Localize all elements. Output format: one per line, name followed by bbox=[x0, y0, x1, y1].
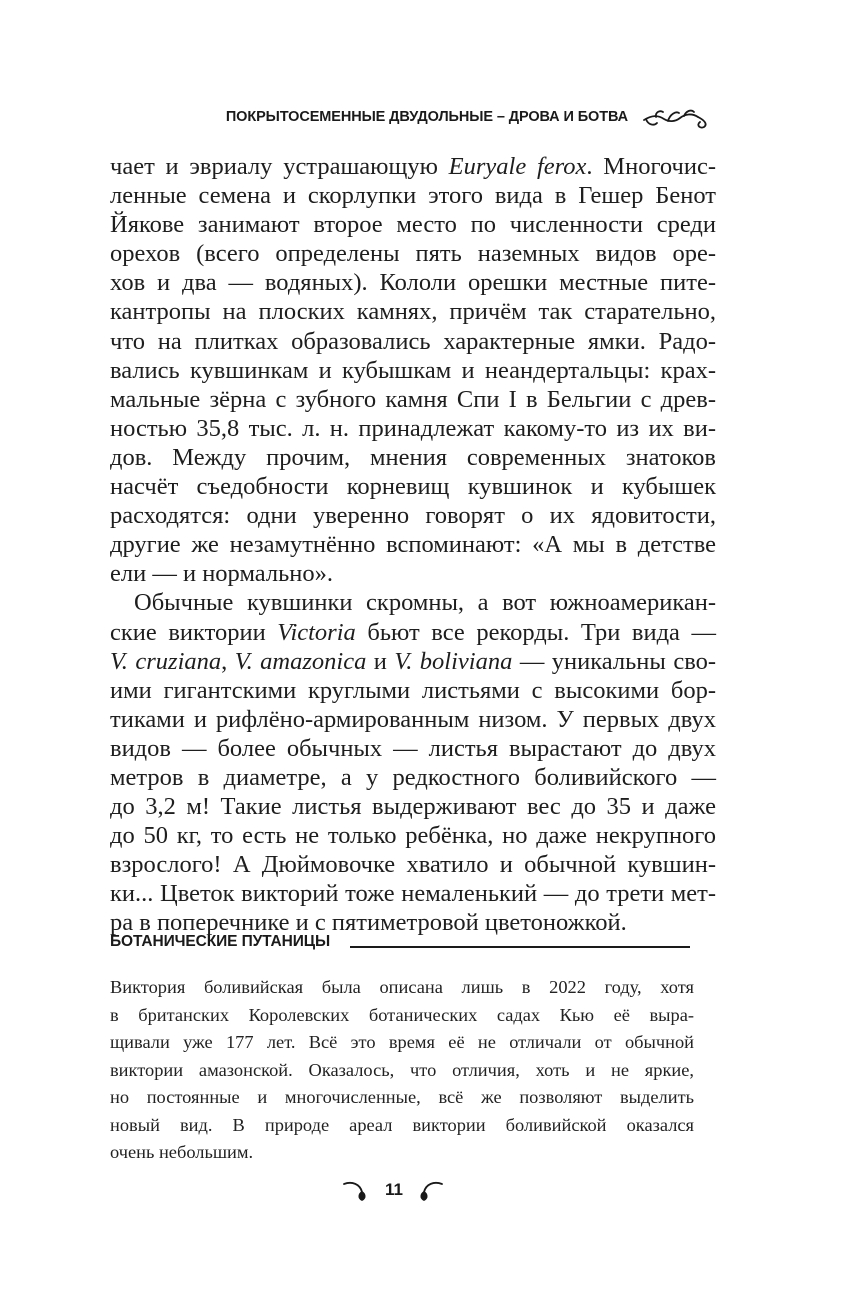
text-line bbox=[110, 356, 716, 385]
text-run: видов — более обычных — листья вырастают до двух bbox=[110, 734, 716, 762]
text-line bbox=[110, 618, 716, 647]
text-line bbox=[110, 530, 716, 559]
text-run: что на плитках образовались характерные ямки. Радо- bbox=[110, 327, 716, 355]
text-run: насчёт съедобности корневищ кувшинок и кубышек bbox=[110, 473, 716, 501]
sprout-right-icon bbox=[418, 1178, 444, 1207]
text-line bbox=[110, 647, 716, 676]
text-run: . Многочис- bbox=[586, 153, 716, 180]
running-head bbox=[0, 107, 844, 131]
text-line bbox=[110, 297, 716, 326]
text-run: Обычные кувшинки скромны, а вот южноамерикан- bbox=[134, 589, 716, 617]
text-run: метров в диаметре, а у редкостного боливийского — bbox=[110, 763, 716, 791]
text-line bbox=[110, 821, 716, 850]
text-run: кантропы на плоских камнях, причём так старательно, bbox=[110, 298, 716, 326]
text-line bbox=[110, 152, 716, 181]
text-run: , bbox=[221, 647, 235, 675]
text-run: ра в поперечнике и с пятиметровой цветоножкой. bbox=[110, 909, 627, 937]
text-line bbox=[110, 763, 716, 792]
text-run: и bbox=[366, 647, 395, 675]
text-run: другие же незамутнённо вспоминают: «А мы в детстве bbox=[110, 531, 716, 559]
text-run: орехов (всего определены пять наземных видов оре- bbox=[110, 240, 716, 268]
sidebar-line: новый вид. В природе ареал виктории боливийской оказался bbox=[110, 1114, 694, 1135]
sidebar-line: щивали уже 177 лет. Всё это время её не отличали от обычной bbox=[110, 1032, 694, 1052]
italic-term: Euryale ferox bbox=[448, 153, 587, 180]
text-run: ленные семена и скорлупки этого вида в Гешер Бенот bbox=[110, 182, 716, 210]
vine-scroll-icon bbox=[642, 107, 712, 136]
sidebar-line: виктории амазонской. Оказалось, что отличия, хоть и не яркие, bbox=[110, 1059, 694, 1080]
text-run: до 50 кг, то есть не только ребёнка, но даже некрупного bbox=[110, 822, 716, 850]
italic-term: Victoria bbox=[277, 618, 356, 646]
italic-term: V. cruziana bbox=[110, 647, 222, 675]
text-run: вались кувшинкам и кубышкам и неандертальцы: крах- bbox=[110, 356, 716, 384]
text-run: дов. Между прочим, мнения современных знатоков bbox=[110, 443, 716, 471]
sidebar-line: в британских Королевских ботанических садах Кью её выра- bbox=[110, 1004, 694, 1025]
sidebar-header bbox=[110, 933, 690, 959]
text-run: взрослого! А Дюймовочке хватило и обычной кувшин- bbox=[110, 851, 716, 879]
text-run: тиками и рифлёно-армированным низом. У первых двух bbox=[110, 705, 716, 733]
text-run: ностью 35,8 тыс. л. н. принадлежат какому-то из их ви- bbox=[110, 414, 716, 442]
text-run: мальные зёрна с зубного камня Спи I в Бельгии с древ- bbox=[110, 385, 716, 413]
text-line bbox=[110, 181, 716, 210]
text-run: ские виктории bbox=[110, 618, 278, 646]
sidebar-line: Виктория боливийская была описана лишь в 2022 году, хотя bbox=[110, 977, 694, 997]
text-run: хов и два — водяных). Кололи орешки местные пите- bbox=[110, 269, 716, 297]
text-run: ели — и нормально». bbox=[110, 560, 334, 588]
text-line bbox=[110, 705, 716, 734]
text-line bbox=[110, 385, 716, 414]
text-line bbox=[110, 472, 716, 501]
italic-term: V. boliviana bbox=[394, 647, 513, 675]
page-number: 11 bbox=[385, 1180, 403, 1199]
text-run: бьют все рекорды. Три вида — bbox=[355, 618, 716, 646]
text-run: до 3,2 м! Такие листья выдерживают вес до 35 и даже bbox=[110, 793, 716, 821]
text-line bbox=[110, 443, 716, 472]
sidebar-title: БОТАНИЧЕСКИЕ ПУТАНИЦЫ bbox=[110, 933, 331, 950]
text-line bbox=[110, 588, 716, 617]
text-run: ки... Цветок викторий тоже немаленький — до трети мет- bbox=[110, 880, 716, 908]
text-line bbox=[110, 850, 716, 879]
text-line bbox=[110, 210, 716, 239]
text-line bbox=[110, 792, 716, 821]
running-head-title: ПОКРЫТОСЕМЕННЫЕ ДВУДОЛЬНЫЕ – ДРОВА И БОТВА bbox=[225, 109, 628, 125]
italic-term: V. amazonica bbox=[234, 647, 367, 675]
text-line bbox=[110, 501, 716, 530]
text-line bbox=[110, 268, 716, 297]
sidebar-rule bbox=[350, 946, 690, 948]
text-run: ими гигантскими круглыми листьями с высокими бор- bbox=[110, 676, 716, 704]
text-run: расходятся: одни уверенно говорят о их ядовитости, bbox=[110, 502, 716, 530]
text-line bbox=[110, 879, 716, 908]
body-text bbox=[110, 152, 716, 938]
text-line bbox=[110, 414, 716, 443]
sidebar-line: но постоянные и многочисленные, всё же позволяют выделить bbox=[110, 1087, 694, 1107]
text-line bbox=[110, 327, 716, 356]
sprout-left-icon bbox=[342, 1178, 368, 1207]
folio bbox=[0, 1176, 844, 1206]
sidebar-text bbox=[110, 974, 694, 1167]
sidebar-line: очень небольшим. bbox=[110, 1142, 254, 1162]
text-line bbox=[110, 734, 716, 763]
text-line bbox=[110, 676, 716, 705]
text-line bbox=[110, 559, 716, 588]
text-run: — уникальны сво- bbox=[512, 647, 717, 675]
text-line bbox=[110, 239, 716, 268]
text-run: чает и эвриалу устрашающую bbox=[110, 153, 449, 180]
text-run: Йякове занимают второе место по численности среди bbox=[110, 211, 716, 239]
